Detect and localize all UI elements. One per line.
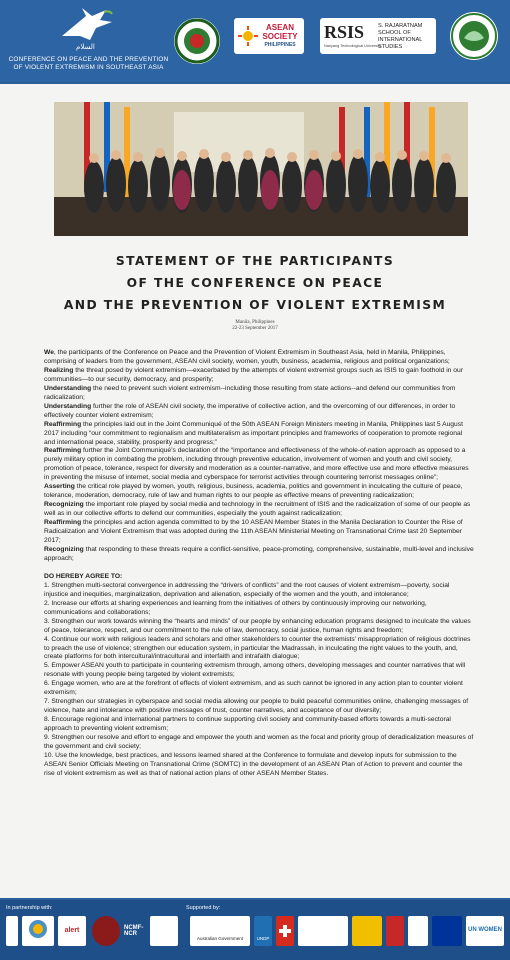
preamble-paragraph [44,501,474,519]
preamble-paragraph [44,367,474,385]
sun-icon [238,26,258,46]
partner-logo-d [408,916,428,946]
agreement-item: 1. Strengthen multi-sectoral convergence in addressing the “drivers of conflicts” and the root causes of violent extremism—poverty, social injustice and inequities, marginalization, deprivation and alienation, especially of the women and the youth, and intolerance; [44,581,450,598]
statement-title-line-2: OF THE CONFERENCE ON PEACE [126,276,384,290]
preamble-lead: Understanding [44,402,92,410]
asean-society-logo [234,18,304,54]
preamble-section [44,349,474,564]
preamble-text: the critical role played by women, youth, religious, business, academia, politics and government in inculcating the culture of peace, tolerance, moderation, democracy, rule of law and human rights to our people as effective means of preventing radicalization; [44,483,463,500]
preamble-lead: Recognizing [44,501,84,509]
statement-document [0,84,510,898]
agree-title: DO HEREBY AGREE TO: [44,572,123,580]
conference-title-line-1: CONFERENCE ON PEACE AND THE PREVENTION [8,56,169,63]
conference-title [6,56,171,72]
preamble-paragraph [44,447,474,483]
partner-logo-3 [58,916,86,946]
un-women-logo [466,916,504,946]
preamble-text: the principles laid out in the Joint Communiqué of the 50th ASEAN Foreign Ministers meeting in Manila, Philippines last 5 August 2017 including “our commitment to regionalism and multilateralism as important principles and frameworks of cooperation to promote regional and international peace, stability, prosperity and progress;” [44,420,463,446]
statement-title-line-1: STATEMENT OF THE PARTICIPANTS [115,254,395,268]
rsis-short: RSIS [324,22,365,42]
preamble-lead: Reaffirming [44,519,82,527]
preamble-text: the principles and action agenda committed to by the 10 ASEAN Member States in the Manila Declaration to Counter the Rise of Radicalization and Violent Extremism that was adopted during the 11th ASEAN Ministerial Meeting on Transnational Crime last 20 September 2017; [44,519,463,545]
preamble-paragraph [44,349,474,367]
asean-society-line-2: SOCIETY [262,32,298,41]
agreement-item: 4. Continue our work with religious leaders and scholars and other stakeholders to counter the extremists’ misappropriation of religious doctrines to preach the use of violence; strengthen our education system, in particular the Madrassah, in inculcating the right values to the youth, and, create platforms for both intercultural/intracultural and interfaith and intrafaith dialogue; [44,635,471,661]
partner-logo-5 [124,916,148,946]
preamble-lead: We [44,349,54,356]
conference-brand [6,4,169,78]
swiss-cross-icon [276,916,294,946]
agreement-item: 5. Empower ASEAN youth to participate in countering extremism through, among others, developing messages and counter narratives that will resonate with young people being targeted by violent extremists; [44,662,466,679]
agreement-item: 6. Engage women, who are at the forefront of effects of violent extremism, and as such cannot be ignored in any action plan to counter violent extremism; [44,680,463,697]
agreement-item: 7. Strengthen our strategies in cyberspace and social media allowing our people to build peaceful communities online, challenging messages of violence, hate and intolerance with positive messages of trust, counter narratives, and acceptance of our diversity; [44,698,469,715]
preamble-text: the important role played by social media and technology in the recruitment of ISIS and the radicalization of some of our people as well as in our collective efforts to defend our communities, especially the youth against radicalization; [44,501,471,518]
peace-seal-logo [174,18,220,64]
preamble-lead: Asserting [44,483,75,491]
preamble-paragraph [44,483,474,501]
swiss-logo [276,916,294,946]
agreement-item: 3. Strengthen our work towards winning the “hearts and minds” of our people by enhancing education programs designed to inculcate the values of peace, tolerance, respect, and our commitment to the rule of law, democracy, social justice, human rights and freedom; [44,617,471,634]
asean-society-line-3: PHILIPPINES [264,42,296,48]
gppac-icon [22,916,54,946]
group-photo-illustration [54,102,468,236]
statement-body [44,349,474,779]
ncmf-logo-text: NCMF-NCR [124,925,144,937]
preamble-text: the threat posed by violent extremism—exacerbated by the attempts of violent extremist groups such as ISIS to gain foothold in our communities—to our security, democracy, and prosperity; [44,366,463,383]
preamble-lead: Reaffirming [44,420,82,428]
agreements-section [44,582,474,779]
footer-band [0,900,510,960]
preamble-paragraph [44,546,474,564]
preamble-text: , the participants of the Conference on Peace and the Prevention of Violent Extremism in Southeast Asia, held in Manila, Philippines, comprising of leaders from the government, ASEAN civil society, women, youth, business, academia, religious and political organizations; [44,349,450,365]
rsis-logo [320,18,436,54]
netherlands-logo [298,916,348,946]
seal-icon [174,18,220,64]
statement-place-date [0,320,510,332]
header-banner [0,0,510,82]
statement-dates: 22-23 September 2017 [232,326,278,331]
rsis-name: S. RAJARATNAM SCHOOL OF INTERNATIONAL STUDIES [378,23,423,50]
preamble-lead: Realizing [44,366,74,374]
dove-icon [56,6,116,52]
partner-logo-1 [6,916,18,946]
partner-logo-4 [92,916,120,946]
preamble-paragraph [44,403,474,421]
partner-seal-logo [450,12,498,60]
statement-title [0,250,510,316]
rsis-university: Nanyang Technological University [324,44,381,48]
preamble-text: further the Joint Communiqué’s declaration of the “importance and effectiveness of the whole-of-nation approach as opposed to a purely military option in combating the problem, including through preventive education, involvement of women and youth and civil society, promotion of peace, tolerance, respect for diversity and moderation as a counter-narrative, and more effective use and more effective measures in preventing the misuse of internet, social media and cyberspace for terrorist activities through countering terrorist messages online”; [44,447,469,482]
eu-logo [432,916,462,946]
undp-logo [254,916,272,946]
preamble-paragraph [44,385,474,403]
supported-label: Supported by: [186,905,221,911]
preamble-paragraph [44,421,474,448]
agreement-item: 10. Use the knowledge, best practices, and lessons learned shared at the Conference to formulate and develop inputs for submission to the ASEAN Senior Officials Meeting on Transnational Crime (SOMTC) in the development of an ASEAN Plan of Action to prevent and counter the rise of violent extremism as well as that of national action plans of other ASEAN Member States. [44,751,463,777]
undp-logo-text: UNDP [256,936,270,941]
partnership-label: In partnership with: [6,905,53,911]
leaf-seal-icon [450,12,498,60]
preamble-paragraph [44,519,474,546]
un-women-logo-text: UN WOMEN [468,927,502,933]
preamble-text: that responding to these threats require a conflict-sensitive, peace-promoting, comprehensive, sustainable, multi-level and inclusive approach; [44,545,474,562]
agreement-item: 2. Increase our efforts at sharing experiences and learning from the initiatives of others by continuously improving our networking, communications and collaborations; [44,599,427,616]
arabic-text: السلام [76,43,95,51]
spain-logo [352,916,382,946]
australia-logo-text: Australian Government [196,936,244,941]
preamble-text: further the role of ASEAN civil society, the imperative of collective action, and the overcoming of our differences, in order to effectively counter violent extremism; [44,402,456,419]
preamble-lead: Understanding [44,384,92,392]
partner-logo-c [386,916,404,946]
partner-logo-2 [22,916,54,946]
partner-logo-6 [150,916,178,946]
preamble-text: the need to prevent such violent extremism--including those resulting from state actions--and defend our communities from radicalization; [44,384,456,401]
statement-place: Manila, Philippines [235,320,275,325]
conference-title-line-2: OF VIOLENT EXTREMISM IN SOUTHEAST ASIA [13,64,164,71]
asean-society-line-1: ASEAN [265,23,294,32]
statement-title-line-3: AND THE PREVENTION OF VIOLENT EXTREMISM [63,298,447,312]
australia-logo [190,916,250,946]
agreement-item: 9. Strengthen our resolve and effort to engage and empower the youth and women as the focal and priority group of deradicalization measures of the government and civil society; [44,734,474,750]
preamble-lead: Recognizing [44,545,84,553]
alert-logo-text: alert [64,927,80,934]
agreement-item: 8. Encourage regional and international partners to continue supporting civil society and community-based efforts towards a multi-sectoral approach to preventing violent extremism; [44,716,451,733]
group-photo [54,102,468,236]
preamble-lead: Reaffirming [44,447,82,455]
